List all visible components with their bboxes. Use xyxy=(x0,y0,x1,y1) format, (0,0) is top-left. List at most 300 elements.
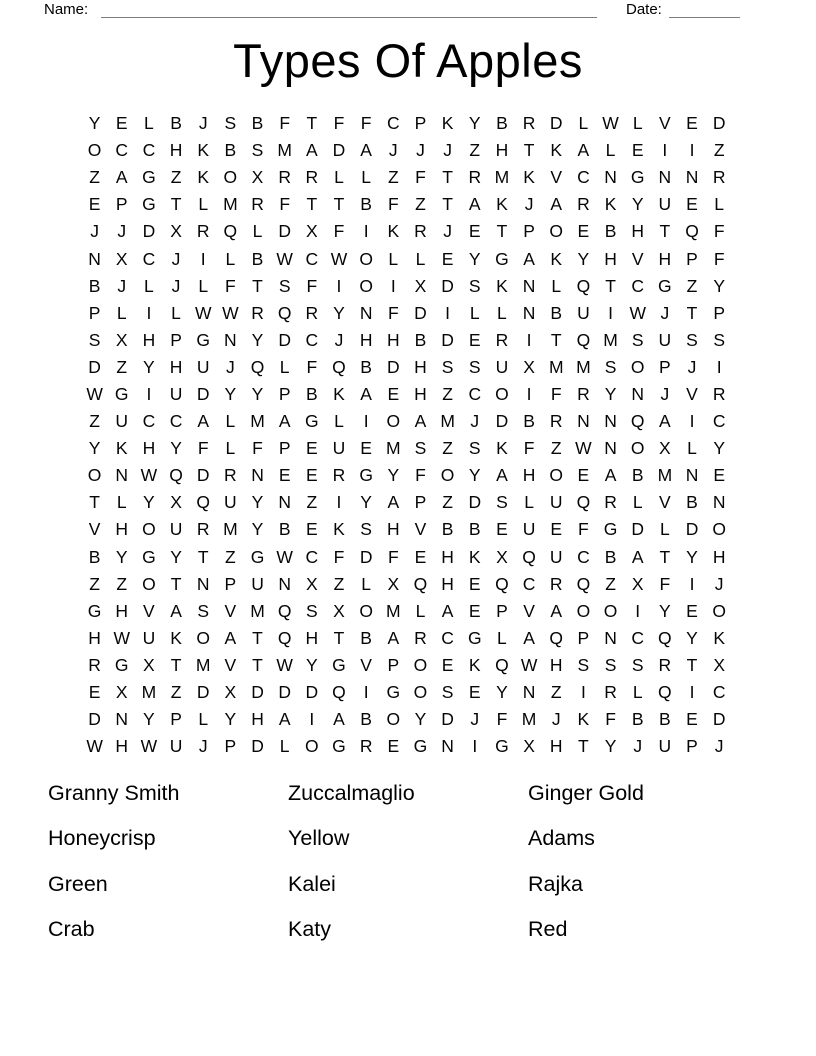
grid-letter: H xyxy=(386,329,400,350)
grid-letter: L xyxy=(225,248,236,269)
grid-letter: M xyxy=(576,356,591,377)
grid-letter: N xyxy=(604,627,617,648)
grid-letter: S xyxy=(713,329,726,350)
grid-letter: H xyxy=(386,519,400,540)
grid-letter: R xyxy=(712,167,726,188)
grid-letter: O xyxy=(87,465,102,486)
grid-letter: E xyxy=(88,194,101,215)
grid-letter: U xyxy=(658,736,672,757)
grid-letter: J xyxy=(171,248,181,269)
grid-letter: Y xyxy=(468,465,481,486)
grid-letter: G xyxy=(114,654,129,675)
grid-letter: L xyxy=(524,492,534,513)
grid-letter: B xyxy=(414,329,427,350)
grid-letter: F xyxy=(387,302,399,323)
grid-letter: N xyxy=(359,302,373,323)
grid-letter: F xyxy=(360,113,372,134)
grid-letter: H xyxy=(522,465,536,486)
grid-letter: L xyxy=(415,248,426,269)
grid-letter: D xyxy=(332,140,346,161)
grid-letter: O xyxy=(305,736,319,757)
word-item: Ginger Gold xyxy=(528,781,644,805)
grid-letter: O xyxy=(712,519,726,540)
grid-letter: D xyxy=(386,356,400,377)
grid-letter: I xyxy=(336,275,342,296)
grid-letter: R xyxy=(414,627,427,648)
grid-letter: M xyxy=(521,709,537,730)
grid-letter: J xyxy=(714,736,724,757)
grid-letter: J xyxy=(524,194,534,215)
grid-letter: X xyxy=(143,654,155,675)
grid-letter: I xyxy=(472,736,478,757)
grid-letter: J xyxy=(90,221,99,242)
grid-letter: J xyxy=(443,221,452,242)
grid-letter: D xyxy=(631,519,645,540)
grid-letter: D xyxy=(712,113,726,134)
word-item: Red xyxy=(528,917,568,942)
grid-letter: U xyxy=(169,736,183,757)
grid-letter: Z xyxy=(333,573,345,594)
grid-letter: G xyxy=(495,248,509,269)
grid-letter: Y xyxy=(468,248,481,269)
grid-letter: R xyxy=(305,167,319,188)
grid-letter: F xyxy=(306,275,318,296)
word-item: Katy xyxy=(288,917,332,942)
grid-letter: B xyxy=(686,492,698,513)
grid-letter: O xyxy=(549,221,564,242)
grid-letter: Y xyxy=(713,275,726,296)
grid-letter: H xyxy=(495,140,509,161)
grid-letter: E xyxy=(686,194,698,215)
date-label: Date: xyxy=(626,1,662,18)
grid-letter: M xyxy=(277,140,292,161)
grid-letter: O xyxy=(196,627,211,648)
grid-letter: Z xyxy=(442,492,453,513)
grid-letter: M xyxy=(494,167,510,188)
grid-letter: T xyxy=(605,275,616,296)
grid-letter: O xyxy=(549,465,564,486)
grid-letter: M xyxy=(141,682,157,703)
grid-letter: Z xyxy=(170,682,182,703)
grid-letter: L xyxy=(144,275,154,296)
grid-letter: I xyxy=(689,411,695,432)
grid-letter: C xyxy=(631,627,645,648)
grid-letter: T xyxy=(252,627,263,648)
grid-letter: V xyxy=(224,654,237,675)
word-item: Honeycrisp xyxy=(48,826,156,851)
grid-letter: L xyxy=(279,356,290,377)
grid-letter: G xyxy=(386,682,401,703)
grid-letter: B xyxy=(631,465,644,486)
grid-letter: H xyxy=(712,546,726,567)
grid-letter: Z xyxy=(116,573,128,594)
grid-letter: X xyxy=(659,438,671,459)
grid-letter: O xyxy=(87,140,102,161)
grid-letter: N xyxy=(604,438,617,459)
grid-letter: Q xyxy=(277,627,292,648)
grid-letter: U xyxy=(251,573,264,594)
grid-letter: A xyxy=(387,627,400,648)
grid-letter: I xyxy=(146,383,152,404)
grid-letter: K xyxy=(333,519,345,540)
grid-letter: Z xyxy=(89,573,100,594)
grid-letter: K xyxy=(496,438,508,459)
grid-letter: P xyxy=(414,113,427,134)
grid-letter: O xyxy=(413,654,428,675)
grid-letter: U xyxy=(169,383,183,404)
grid-letter: J xyxy=(388,140,398,161)
grid-letter: V xyxy=(523,600,535,621)
grid-letter: T xyxy=(197,546,209,567)
grid-letter: B xyxy=(468,519,481,540)
grid-letter: V xyxy=(659,113,671,134)
grid-letter: G xyxy=(250,546,265,567)
grid-letter: T xyxy=(252,654,263,675)
grid-letter: G xyxy=(114,383,129,404)
grid-letter: F xyxy=(496,709,508,730)
page-title: Types Of Apples xyxy=(233,34,583,87)
grid-letter: W xyxy=(113,627,130,648)
grid-letter: N xyxy=(522,302,536,323)
grid-letter: F xyxy=(333,546,345,567)
grid-letter: S xyxy=(686,329,698,350)
grid-letter: V xyxy=(686,383,698,404)
grid-letter: N xyxy=(685,465,699,486)
grid-letter: E xyxy=(468,221,481,242)
grid-letter: E xyxy=(115,113,128,134)
name-blank-line xyxy=(101,0,597,18)
grid-letter: F xyxy=(523,438,535,459)
grid-letter: L xyxy=(144,113,154,134)
grid-letter: C xyxy=(169,411,183,432)
grid-letter: W xyxy=(140,736,158,757)
grid-letter: Y xyxy=(115,546,128,567)
grid-letter: B xyxy=(659,709,671,730)
word-item: Yellow xyxy=(288,826,350,851)
grid-letter: I xyxy=(526,383,532,404)
grid-letter: S xyxy=(468,356,481,377)
grid-letter: R xyxy=(712,383,726,404)
grid-letter: C xyxy=(631,275,645,296)
grid-letter: M xyxy=(548,356,564,377)
grid-letter: X xyxy=(496,546,508,567)
grid-letter: Q xyxy=(332,682,346,703)
grid-letter: Z xyxy=(89,411,100,432)
grid-letter: C xyxy=(142,248,156,269)
grid-letter: Q xyxy=(522,546,536,567)
grid-letter: N xyxy=(441,736,454,757)
grid-letter: A xyxy=(305,140,318,161)
grid-letter: I xyxy=(200,248,206,269)
grid-letter: T xyxy=(496,221,508,242)
grid-letter: Z xyxy=(713,140,725,161)
grid-letter: W xyxy=(140,465,158,486)
grid-letter: J xyxy=(117,275,127,296)
grid-letter: L xyxy=(388,248,399,269)
grid-letter: J xyxy=(443,140,452,161)
grid-letter: B xyxy=(278,519,291,540)
grid-letter: P xyxy=(577,627,590,648)
grid-letter: X xyxy=(305,221,318,242)
grid-letter: Y xyxy=(414,709,427,730)
grid-letter: W xyxy=(602,113,619,134)
grid-letter: S xyxy=(496,492,508,513)
grid-letter: W xyxy=(276,546,293,567)
grid-letter: N xyxy=(631,383,645,404)
grid-letter: Y xyxy=(686,627,698,648)
grid-letter: P xyxy=(170,329,182,350)
grid-letter: Y xyxy=(224,383,237,404)
grid-letter: N xyxy=(658,167,672,188)
grid-letter: F xyxy=(387,194,399,215)
grid-letter: R xyxy=(251,194,264,215)
grid-letter: T xyxy=(170,654,182,675)
grid-letter: A xyxy=(360,383,372,404)
grid-letter: T xyxy=(686,302,698,323)
grid-letter: T xyxy=(523,140,535,161)
grid-letter: Y xyxy=(143,492,155,513)
grid-letter: O xyxy=(359,275,373,296)
grid-letter: W xyxy=(194,302,212,323)
grid-letter: U xyxy=(142,627,156,648)
grid-letter: R xyxy=(196,221,210,242)
grid-letter: L xyxy=(551,275,562,296)
grid-letter: Y xyxy=(251,492,264,513)
grid-letter: C xyxy=(577,546,590,567)
grid-letter: D xyxy=(685,519,699,540)
grid-letter: G xyxy=(495,736,509,757)
grid-letter: K xyxy=(468,654,481,675)
grid-letter: D xyxy=(88,709,101,730)
grid-letter: E xyxy=(686,113,698,134)
grid-letter: Q xyxy=(277,600,292,621)
grid-letter: E xyxy=(577,221,590,242)
grid-letter: H xyxy=(115,736,129,757)
grid-letter: T xyxy=(550,329,562,350)
grid-letter: Y xyxy=(468,113,481,134)
grid-letter: T xyxy=(659,546,671,567)
grid-letter: R xyxy=(468,167,482,188)
grid-letter: S xyxy=(305,600,318,621)
grid-letter: T xyxy=(306,113,318,134)
grid-letter: K xyxy=(496,275,508,296)
grid-letter: M xyxy=(386,438,401,459)
grid-letter: D xyxy=(88,356,101,377)
grid-letter: P xyxy=(387,654,400,675)
grid-letter: H xyxy=(305,627,319,648)
grid-letter: V xyxy=(143,600,155,621)
grid-letter: A xyxy=(278,411,291,432)
grid-letter: U xyxy=(224,492,237,513)
grid-letter: L xyxy=(116,302,127,323)
grid-letter: V xyxy=(550,167,563,188)
grid-letter: K xyxy=(468,546,481,567)
grid-letter: A xyxy=(224,627,237,648)
grid-letter: A xyxy=(441,600,454,621)
grid-letter: G xyxy=(332,736,346,757)
grid-letter: N xyxy=(196,573,210,594)
word-list-column xyxy=(48,777,288,959)
grid-letter: R xyxy=(495,329,509,350)
grid-letter: L xyxy=(116,492,127,513)
grid-letter: M xyxy=(250,411,265,432)
grid-letter: F xyxy=(197,438,209,459)
grid-letter: N xyxy=(712,492,726,513)
grid-letter: S xyxy=(278,275,291,296)
grid-letter: E xyxy=(550,519,563,540)
grid-letter: C xyxy=(305,248,319,269)
grid-letter: L xyxy=(632,682,643,703)
grid-letter: I xyxy=(608,302,613,323)
grid-letter: E xyxy=(441,248,454,269)
grid-letter: U xyxy=(658,194,672,215)
grid-letter: G xyxy=(359,465,373,486)
grid-letter: R xyxy=(549,573,563,594)
grid-letter: S xyxy=(468,275,481,296)
grid-letter: I xyxy=(363,682,369,703)
grid-letter: T xyxy=(170,194,182,215)
grid-letter: X xyxy=(631,573,644,594)
word-item: Adams xyxy=(528,826,595,851)
grid-letter: J xyxy=(225,356,235,377)
grid-letter: O xyxy=(142,573,156,594)
grid-letter: C xyxy=(468,383,482,404)
grid-letter: B xyxy=(441,519,454,540)
grid-letter: J xyxy=(198,736,208,757)
grid-letter: O xyxy=(223,167,238,188)
grid-letter: H xyxy=(251,709,264,730)
grid-letter: R xyxy=(522,113,536,134)
grid-letter: C xyxy=(142,411,156,432)
grid-letter: H xyxy=(549,654,563,675)
grid-letter: C xyxy=(305,329,319,350)
grid-letter: P xyxy=(224,573,237,594)
grid-letter: N xyxy=(278,573,291,594)
grid-letter: I xyxy=(336,492,342,513)
grid-letter: J xyxy=(470,709,480,730)
grid-letter: A xyxy=(550,600,563,621)
grid-letter: X xyxy=(170,492,182,513)
grid-letter: D xyxy=(359,546,373,567)
grid-letter: T xyxy=(89,492,100,513)
grid-letter: X xyxy=(387,573,400,594)
grid-letter: F xyxy=(225,275,236,296)
grid-letter: F xyxy=(659,573,671,594)
grid-letter: Y xyxy=(659,600,671,621)
grid-letter: A xyxy=(659,411,671,432)
grid-letter: J xyxy=(198,113,208,134)
grid-letter: D xyxy=(196,682,210,703)
grid-letter: E xyxy=(713,465,726,486)
grid-letter: E xyxy=(414,546,427,567)
grid-letter: X xyxy=(523,736,535,757)
grid-letter: G xyxy=(332,654,346,675)
grid-letter: R xyxy=(196,519,210,540)
grid-letter: L xyxy=(714,194,725,215)
grid-letter: M xyxy=(440,411,455,432)
grid-letter: E xyxy=(468,329,481,350)
grid-letter: H xyxy=(441,546,454,567)
grid-letter: L xyxy=(225,411,236,432)
grid-letter: O xyxy=(440,465,455,486)
grid-letter: E xyxy=(278,465,291,486)
grid-letter: E xyxy=(468,600,481,621)
grid-letter: L xyxy=(497,302,507,323)
grid-letter: I xyxy=(716,356,722,377)
grid-letter: B xyxy=(88,275,101,296)
grid-letter: Y xyxy=(713,438,726,459)
grid-letter: U xyxy=(577,302,590,323)
word-item: Granny Smith xyxy=(48,781,180,805)
grid-letter: Q xyxy=(658,682,672,703)
grid-letter: Q xyxy=(495,573,509,594)
grid-letter: Z xyxy=(225,546,236,567)
grid-letter: Y xyxy=(333,302,345,323)
grid-letter: T xyxy=(686,654,698,675)
grid-letter: N xyxy=(577,411,590,432)
grid-letter: K xyxy=(523,167,535,188)
grid-letter: C xyxy=(386,113,400,134)
grid-letter: P xyxy=(414,492,427,513)
grid-letter: N xyxy=(522,682,536,703)
grid-letter: Q xyxy=(223,221,238,242)
grid-letter: Q xyxy=(277,302,292,323)
grid-letter: D xyxy=(196,465,210,486)
grid-letter: H xyxy=(142,329,156,350)
grid-letter: F xyxy=(578,519,589,540)
grid-letter: N xyxy=(115,709,129,730)
grid-letter: F xyxy=(713,248,725,269)
grid-letter: W xyxy=(86,383,103,404)
grid-letter: W xyxy=(276,654,293,675)
grid-letter: L xyxy=(415,600,426,621)
grid-letter: X xyxy=(713,654,726,675)
grid-letter: R xyxy=(251,302,264,323)
word-list-column xyxy=(288,777,528,959)
grid-letter: E xyxy=(686,600,698,621)
grid-letter: G xyxy=(142,546,156,567)
grid-letter: Y xyxy=(686,546,698,567)
grid-letter: Q xyxy=(576,492,591,513)
grid-letter: K xyxy=(170,627,182,648)
grid-letter: P xyxy=(523,221,535,242)
grid-letter: D xyxy=(251,682,264,703)
grid-letter: F xyxy=(306,356,318,377)
grid-letter: M xyxy=(223,194,238,215)
grid-letter: W xyxy=(520,654,538,675)
word-item: Green xyxy=(48,871,108,896)
grid-letter: K xyxy=(441,113,454,134)
grid-letter: I xyxy=(363,411,369,432)
grid-letter: T xyxy=(170,573,182,594)
grid-letter: A xyxy=(577,140,590,161)
grid-letter: X xyxy=(224,682,237,703)
grid-letter: A xyxy=(523,248,535,269)
word-list-column xyxy=(528,777,768,959)
grid-letter: C xyxy=(522,573,536,594)
grid-letter: R xyxy=(658,654,672,675)
grid-letter: J xyxy=(660,383,670,404)
grid-letter: U xyxy=(495,356,509,377)
grid-letter: E xyxy=(631,140,644,161)
grid-letter: R xyxy=(549,411,563,432)
grid-letter: B xyxy=(360,194,372,215)
grid-letter: L xyxy=(361,167,371,188)
grid-letter: B xyxy=(360,356,372,377)
grid-letter: N xyxy=(88,248,101,269)
grid-letter: Q xyxy=(549,627,564,648)
grid-letter: L xyxy=(632,492,643,513)
